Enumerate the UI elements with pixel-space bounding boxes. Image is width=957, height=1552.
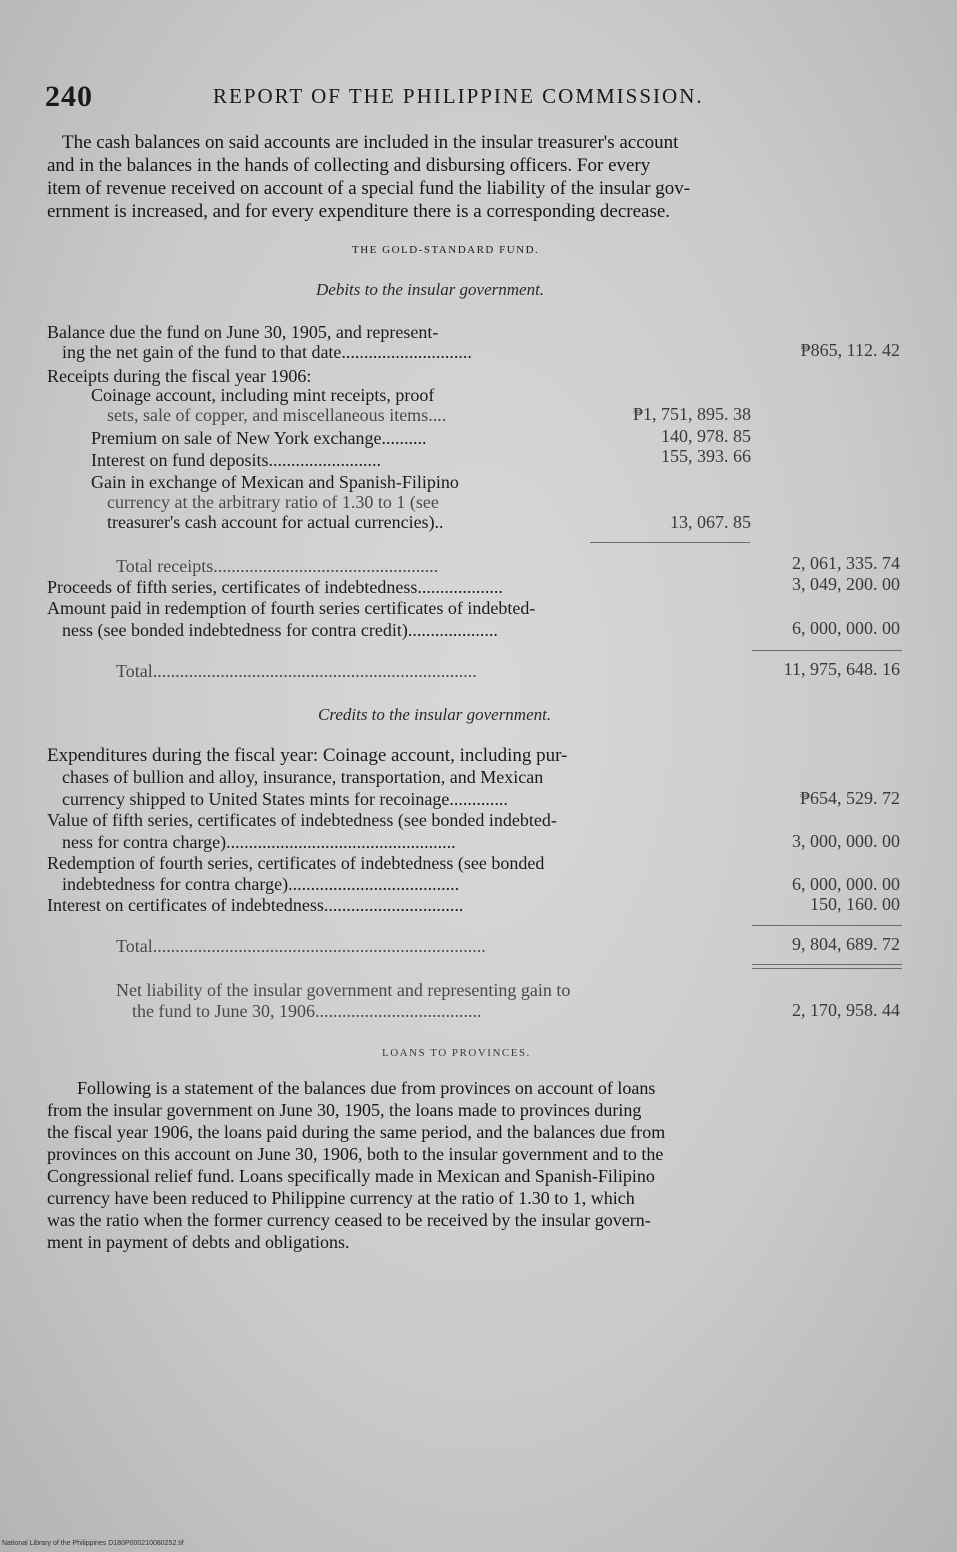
intro-line: and in the balances in the hands of collecting and disbursing officers. For every [47,155,651,176]
ledger-line: Proceeds of fifth series, certificates of indebtedness................... [47,577,503,597]
amount: 3, 049, 200. 00 [792,574,900,594]
amount: 2, 061, 335. 74 [792,553,900,573]
amount: 150, 160. 00 [810,894,900,914]
page-number: 240 [45,80,93,113]
debits-heading: Debits to the insular government. [316,280,545,299]
loans-line: Congressional relief fund. Loans specifically made in Mexican and Spanish-Filipino [47,1166,655,1186]
loans-line: provinces on this account on June 30, 1906, both to the insular government and to the [47,1144,664,1164]
loans-line: currency have been reduced to Philippine currency at the ratio of 1.30 to 1, which [47,1188,635,1208]
amount: 6, 000, 000. 00 [792,874,900,894]
ledger-line: the fund to June 30, 1906..................................... [132,1001,482,1021]
amount: 140, 978. 85 [661,426,751,446]
ledger-line: treasurer's cash account for actual currencies).. [107,512,444,532]
archive-footer: National Library of the Philippines D180P000210080252.tif [2,1540,184,1547]
ledger-line: Coinage account, including mint receipts, proof [91,385,435,405]
section-heading-gold-fund: THE GOLD-STANDARD FUND. [352,244,540,256]
sum-rule [752,925,902,926]
intro-line: ernment is increased, and for every expenditure there is a corresponding decrease. [47,201,671,222]
loans-line: Following is a statement of the balances due from provinces on account of loans [77,1078,656,1098]
ledger-line: currency at the arbitrary ratio of 1.30 to 1 (see [107,492,439,512]
amount: 155, 393. 66 [661,446,751,466]
ledger-line: ness (see bonded indebtedness for contra credit).................... [62,620,498,640]
amount: 6, 000, 000. 00 [792,618,900,638]
amount: 3, 000, 000. 00 [792,831,900,851]
amount: ₱654, 529. 72 [799,788,900,808]
ledger-line: Gain in exchange of Mexican and Spanish-Filipino [91,472,459,492]
section-heading-loans: LOANS TO PROVINCES. [382,1047,531,1059]
loans-line: the fiscal year 1906, the loans paid during the same period, and the balances due from [47,1122,666,1142]
ledger-line: Amount paid in redemption of fourth series certificates of indebted- [47,598,536,618]
ledger-line: ness for contra charge)................................................... [62,832,456,852]
sum-rule [752,650,902,651]
ledger-line: Total........................................................................ [116,661,477,681]
sum-rule [752,964,902,965]
loans-line: ment in payment of debts and obligations. [47,1232,350,1252]
ledger-line: chases of bullion and alloy, insurance, transportation, and Mexican [62,767,544,787]
sum-rule [590,542,750,543]
ledger-line: ing the net gain of the fund to that date............................. [62,342,472,362]
ledger-line: Total receipts.................................................. [116,556,439,576]
credits-heading: Credits to the insular government. [318,705,552,724]
intro-line: item of revenue received on account of a special fund the liability of the insular gov- [47,178,691,199]
ledger-line: Receipts during the fiscal year 1906: [47,366,312,386]
sum-rule [752,968,902,969]
ledger-line: indebtedness for contra charge)...................................... [62,874,460,894]
ledger-line: Net liability of the insular government and representing gain to [116,980,571,1000]
ledger-line: sets, sale of copper, and miscellaneous items.... [107,405,447,425]
amount: ₱865, 112. 42 [800,340,900,360]
intro-line: The cash balances on said accounts are included in the insular treasurer's account [62,132,679,153]
ledger-line: Interest on fund deposits......................... [91,450,381,470]
amount: ₱1, 751, 895. 38 [632,404,751,424]
ledger-line: Redemption of fourth series, certificates of indebtedness (see bonded [47,853,545,873]
loans-line: from the insular government on June 30, 1905, the loans made to provinces during [47,1100,642,1120]
ledger-line: Interest on certificates of indebtedness............................... [47,895,464,915]
amount: 9, 804, 689. 72 [792,934,900,954]
amount: 2, 170, 958. 44 [792,1000,900,1020]
ledger-line: Balance due the fund on June 30, 1905, and represent- [47,322,439,342]
ledger-line: Expenditures during the fiscal year: Coinage account, including pur- [47,745,568,766]
ledger-line: Premium on sale of New York exchange.......... [91,428,427,448]
amount: 13, 067. 85 [670,512,751,532]
ledger-line: currency shipped to United States mints for recoinage............. [62,789,508,809]
ledger-line: Total.......................................................................... [116,936,486,956]
running-head: REPORT OF THE PHILIPPINE COMMISSION. [213,84,704,108]
loans-line: was the ratio when the former currency ceased to be received by the insular govern- [47,1210,651,1230]
amount: 11, 975, 648. 16 [783,659,900,679]
ledger-line: Value of fifth series, certificates of indebtedness (see bonded indebted- [47,810,557,830]
